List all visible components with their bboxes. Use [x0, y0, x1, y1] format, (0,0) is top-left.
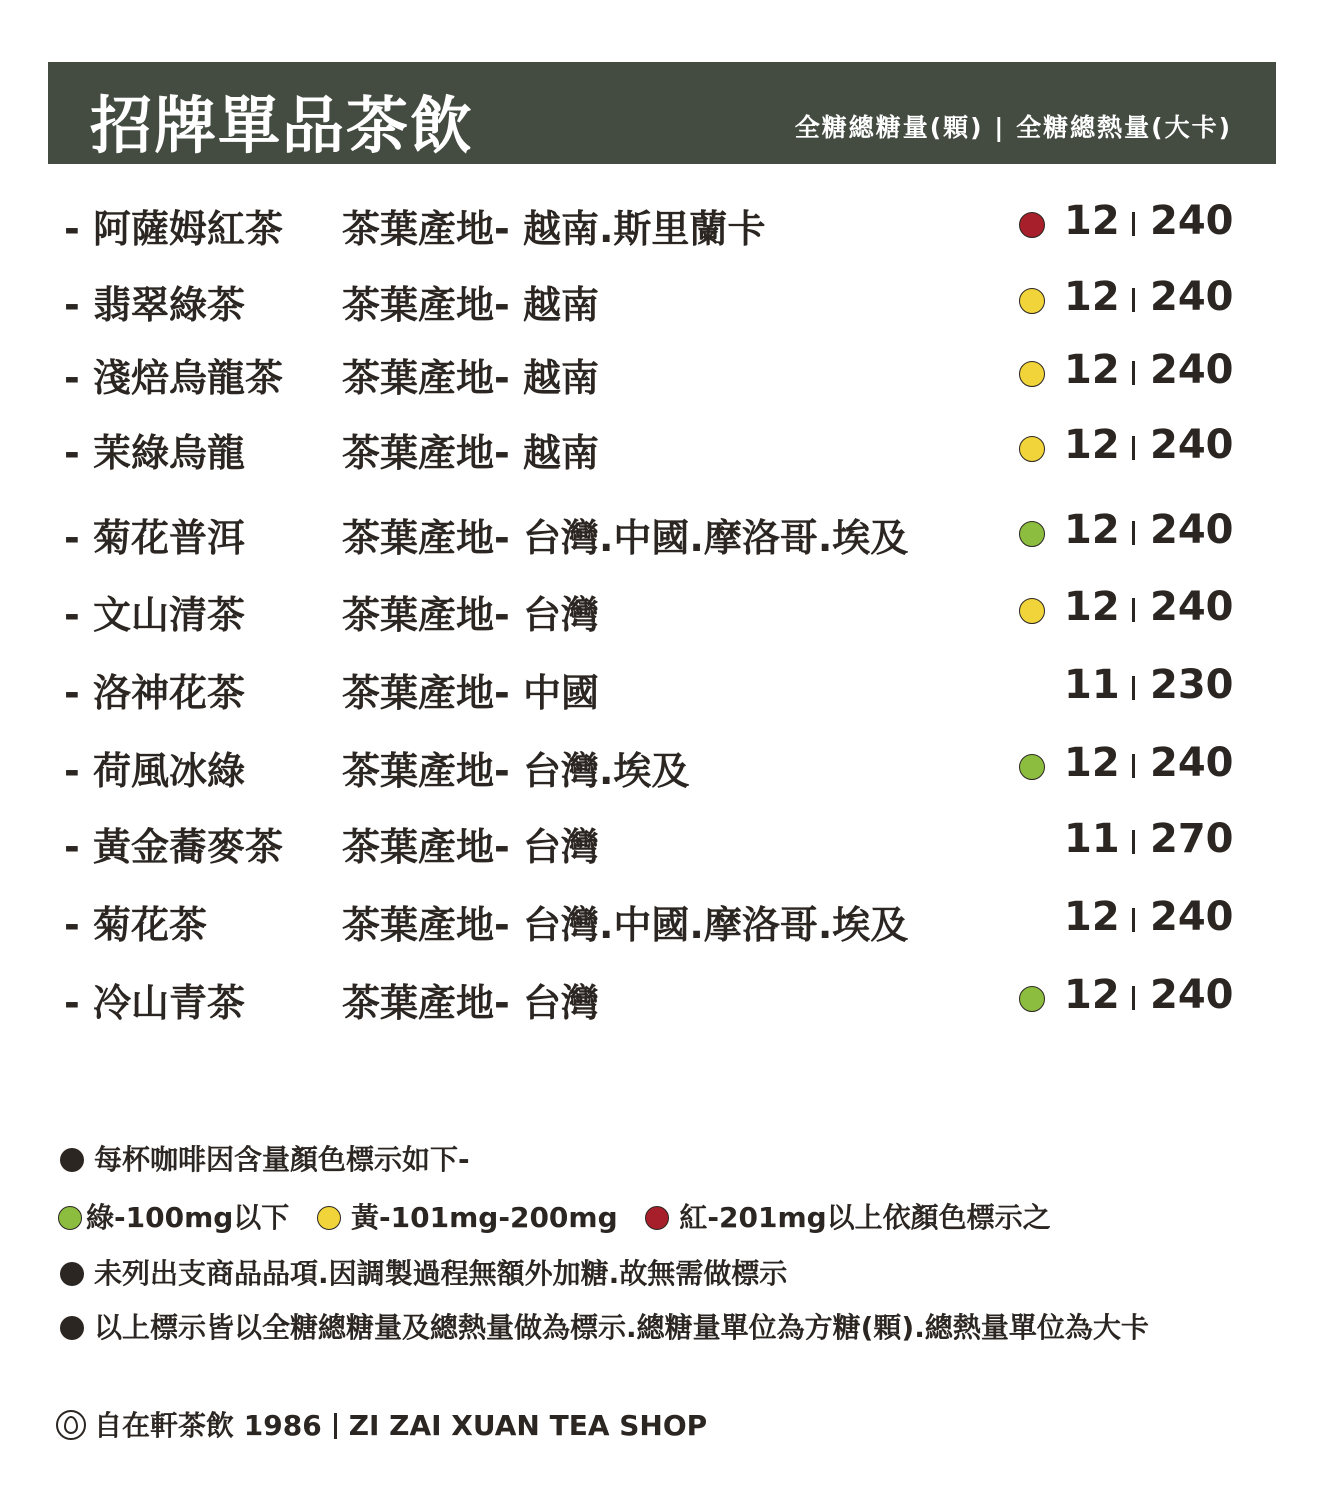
item-sugar: 11 — [1064, 662, 1120, 708]
units-note-text: 以上標示皆以全糖總糖量及總熱量做為標示.總糖量單位為方糖(顆).總熱量單位為大卡 — [94, 1311, 1149, 1344]
item-calories: 240 — [1150, 507, 1234, 553]
caffeine-legend — [58, 1196, 1069, 1236]
menu-row — [0, 507, 1324, 567]
value-divider — [1132, 598, 1135, 622]
item-name: - 文山清茶 — [64, 593, 246, 637]
item-name: - 茉綠烏龍 — [64, 431, 246, 475]
units-note — [60, 1306, 1149, 1346]
item-name: - 阿薩姆紅茶 — [64, 207, 284, 251]
item-origin: 茶葉產地- 越南 — [342, 356, 600, 400]
item-calories: 240 — [1150, 274, 1234, 320]
item-origin: 茶葉產地- 中國 — [342, 671, 600, 715]
value-divider — [1132, 436, 1135, 460]
item-sugar: 12 — [1064, 894, 1120, 940]
menu-row — [0, 816, 1324, 876]
legend-yellow-label: 黃-101mg-200mg — [351, 1201, 618, 1234]
value-divider — [1132, 908, 1135, 932]
legend-green-label: 綠-100mg以下 — [86, 1201, 290, 1234]
caffeine-yellow-dot-icon — [1019, 361, 1045, 387]
menu-row — [0, 422, 1324, 482]
menu-row — [0, 894, 1324, 954]
value-divider — [1132, 676, 1135, 700]
value-divider — [1132, 212, 1135, 236]
value-divider — [1132, 288, 1135, 312]
footer-divider — [334, 1413, 337, 1439]
item-name: - 淺焙烏龍茶 — [64, 356, 284, 400]
bullet-icon — [60, 1148, 84, 1172]
green-dot-icon — [58, 1206, 82, 1230]
item-name: - 荷風冰綠 — [64, 749, 246, 793]
item-name: - 菊花茶 — [64, 903, 208, 947]
item-origin: 茶葉產地- 越南.斯里蘭卡 — [342, 207, 766, 251]
item-calories: 240 — [1150, 347, 1234, 393]
legend-green — [58, 1196, 289, 1236]
legend-red-label: 紅-201mg以上依顏色標示之 — [679, 1201, 1051, 1234]
item-origin: 茶葉產地- 台灣 — [342, 825, 600, 869]
item-name: - 翡翠綠茶 — [64, 283, 246, 327]
item-calories: 240 — [1150, 894, 1234, 940]
yellow-dot-icon — [317, 1206, 341, 1230]
bullet-icon — [60, 1316, 84, 1340]
item-name: - 洛神花茶 — [64, 671, 246, 715]
item-calories: 240 — [1150, 740, 1234, 786]
item-sugar: 12 — [1064, 972, 1120, 1018]
unlisted-note-text: 未列出支商品品項.因調製過程無額外加糖.故無需做標示 — [94, 1257, 788, 1290]
menu-row — [0, 274, 1324, 334]
item-origin: 茶葉產地- 越南 — [342, 431, 600, 475]
bullet-icon — [60, 1262, 84, 1286]
brand-logo-icon — [56, 1410, 86, 1440]
item-origin: 茶葉產地- 台灣.中國.摩洛哥.埃及 — [342, 903, 909, 947]
item-origin: 茶葉產地- 台灣.埃及 — [342, 749, 690, 793]
value-divider — [1132, 830, 1135, 854]
caffeine-green-dot-icon — [1019, 521, 1045, 547]
legend-red — [645, 1196, 1050, 1236]
item-calories: 240 — [1150, 584, 1234, 630]
value-divider — [1132, 986, 1135, 1010]
red-dot-icon — [645, 1206, 669, 1230]
caffeine-yellow-dot-icon — [1019, 436, 1045, 462]
item-origin: 茶葉產地- 越南 — [342, 283, 600, 327]
menu-row — [0, 662, 1324, 722]
item-name: - 冷山青茶 — [64, 981, 246, 1025]
menu-row — [0, 584, 1324, 644]
item-sugar: 12 — [1064, 740, 1120, 786]
item-sugar: 12 — [1064, 274, 1120, 320]
item-origin: 茶葉產地- 台灣 — [342, 981, 600, 1025]
item-calories: 240 — [1150, 972, 1234, 1018]
column-legend: 全糖總糖量(顆) | 全糖總熱量(大卡) — [794, 113, 1232, 142]
item-name: - 菊花普洱 — [64, 516, 246, 560]
item-origin: 茶葉產地- 台灣.中國.摩洛哥.埃及 — [342, 516, 909, 560]
caffeine-green-dot-icon — [1019, 986, 1045, 1012]
caffeine-yellow-dot-icon — [1019, 598, 1045, 624]
page-title: 招牌單品茶飲 — [90, 89, 475, 162]
footer-brand: 自在軒茶飲 1986 — [94, 1409, 322, 1442]
footer — [56, 1404, 707, 1444]
menu-row — [0, 740, 1324, 800]
menu-row — [0, 198, 1324, 258]
item-calories: 230 — [1150, 662, 1234, 708]
value-divider — [1132, 361, 1135, 385]
menu-row — [0, 347, 1324, 407]
item-sugar: 12 — [1064, 507, 1120, 553]
item-calories: 240 — [1150, 198, 1234, 244]
caffeine-yellow-dot-icon — [1019, 288, 1045, 314]
unlisted-note — [60, 1252, 787, 1292]
header-bar — [48, 62, 1276, 164]
menu-row — [0, 972, 1324, 1032]
item-sugar: 12 — [1064, 584, 1120, 630]
caffeine-note-text: 每杯咖啡因含量顏色標示如下- — [94, 1143, 470, 1176]
item-origin: 茶葉產地- 台灣 — [342, 593, 600, 637]
item-calories: 270 — [1150, 816, 1234, 862]
caffeine-red-dot-icon — [1019, 212, 1045, 238]
value-divider — [1132, 754, 1135, 778]
item-sugar: 12 — [1064, 198, 1120, 244]
item-sugar: 11 — [1064, 816, 1120, 862]
item-sugar: 12 — [1064, 422, 1120, 468]
value-divider — [1132, 521, 1135, 545]
caffeine-green-dot-icon — [1019, 754, 1045, 780]
item-name: - 黃金蕎麥茶 — [64, 825, 284, 869]
item-sugar: 12 — [1064, 347, 1120, 393]
item-calories: 240 — [1150, 422, 1234, 468]
footer-english: ZI ZAI XUAN TEA SHOP — [348, 1409, 708, 1442]
caffeine-note — [60, 1138, 470, 1178]
legend-yellow — [317, 1196, 618, 1236]
